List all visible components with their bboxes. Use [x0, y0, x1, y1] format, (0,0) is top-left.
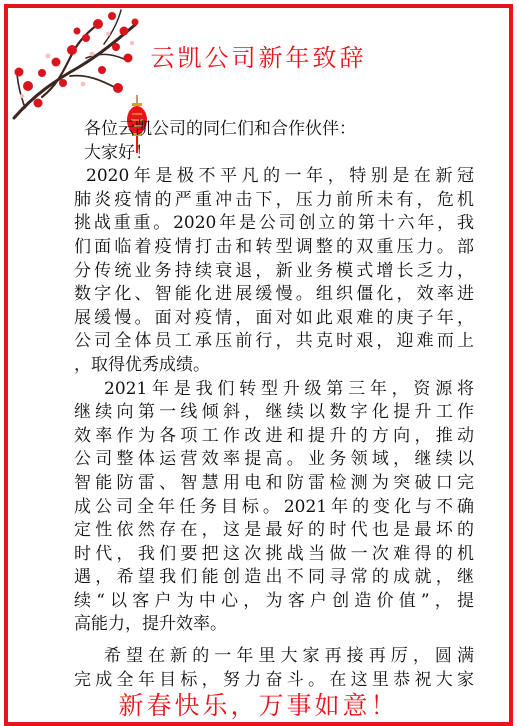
paragraph-line: 挑战重重。2020年是公司创立的第十六年，我 [74, 213, 474, 234]
paragraph-line: 定性依然存在，这是最好的时代也是最坏的 [74, 520, 474, 541]
letter-body [74, 118, 474, 692]
page-title: 云凯公司新年致辞 [150, 44, 367, 72]
paragraph-line: 效率作为各项工作改进和提升的方向，推动 [74, 425, 474, 446]
closing-wish: 新春快乐，万事如意！ [118, 691, 399, 720]
paragraph-line: 公司整体运营效率提高。业务领域，继续以 [74, 449, 474, 470]
paragraph-line: 希望在新的一年里大家再接再厉，圆满 [104, 646, 474, 667]
paragraph-line: 们面临着疫情打击和转型调整的双重压力。部 [74, 236, 474, 257]
paragraph-line: 高能力，提升效率。 [74, 614, 227, 635]
paragraph-line: 继续向第一线倾斜，继续以数字化提升工作 [74, 402, 474, 423]
paragraph-line: 续“以客户为中心，为客户创造价值”，提 [74, 590, 474, 611]
paragraph-line: 2020年是极不平凡的一年，特别是在新冠 [86, 166, 474, 187]
paragraph-line: 2021年是我们转型升级第三年，资源将 [104, 378, 474, 399]
paragraph-line: 展缓慢。面对疫情，面对如此艰难的庚子年， [74, 307, 474, 328]
paragraph-line: 公司全体员工承压前行，共克时艰，迎难而上 [74, 331, 474, 352]
greeting: 大家好！ [84, 142, 152, 163]
paragraph-line: 肺炎疫情的严重冲击下，压力前所未有，危机 [74, 189, 474, 210]
paragraph-gap [74, 637, 474, 645]
paragraph-line: 成公司全年任务目标。2021年的变化与不确 [74, 496, 474, 517]
paragraph-line: 分传统业务持续衰退，新业务模式增长乏力， [74, 260, 474, 281]
paragraph-line: 遇，希望我们能创造出不同寻常的成就，继 [74, 567, 474, 588]
paragraph-line: 数字化、智能化进展缓慢。组织僵化，效率进 [74, 284, 474, 305]
paragraph-line: 智能防雷、智慧用电和防雷检测为突破口完 [74, 472, 474, 493]
paragraph-line: 时代，我们要把这次挑战当做一次难得的机 [74, 543, 474, 564]
paragraph-line: ，取得优秀成绩。 [74, 354, 210, 375]
paragraph-line: 完成全年目标，努力奋斗。在这里恭祝大家 [74, 669, 474, 690]
salutation: 各位云凯公司的同仁们和合作伙伴： [84, 119, 356, 139]
